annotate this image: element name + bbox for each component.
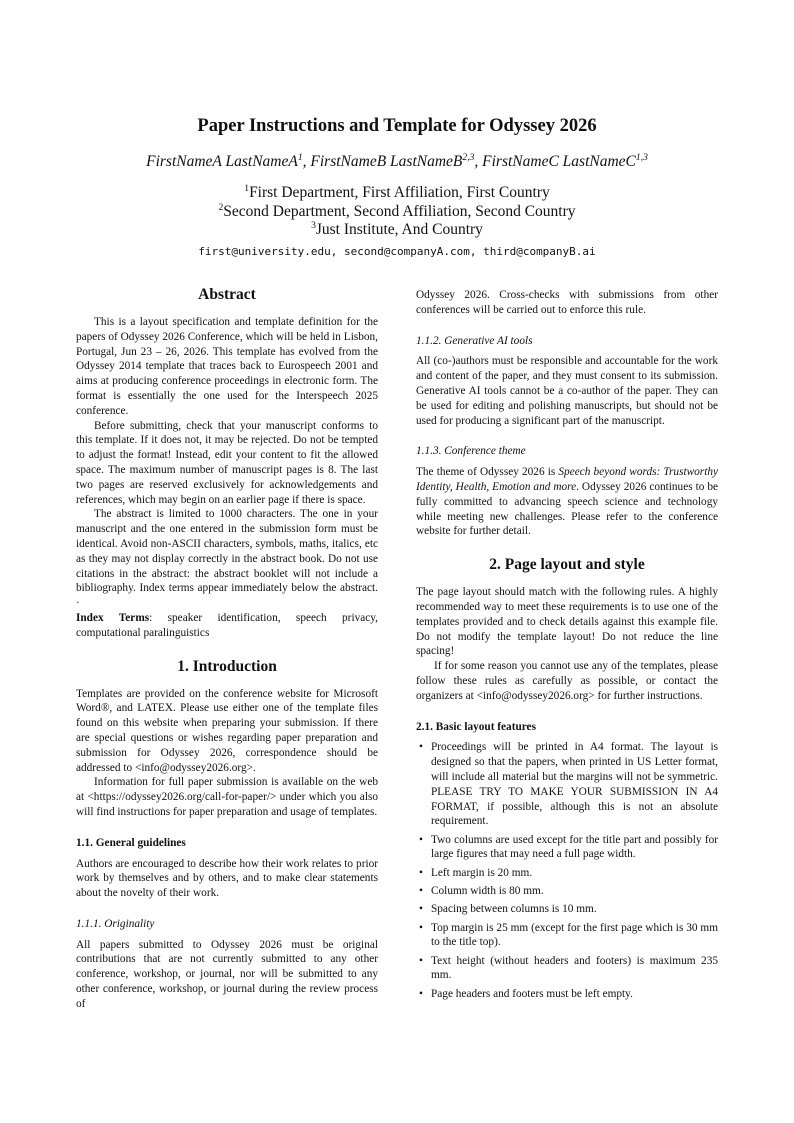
abstract-paragraph: This is a layout specification and template definition for the papers of Odyssey 2026 Conference, which will be held in Lisbon, Portugal, Jun 23 – 26, 2026. This template has evolved from the Odyssey 2014 template that traces back to Eurospeech 2001 and aims at producing conference proceedings in electronic form. The format is essentially the one used for the Interspeech 2025 conference.	[76, 316, 378, 417]
left-column	[76, 285, 378, 1012]
body-paragraph: If for some reason you cannot use any of the templates, please follow these rules as carefully as possible, or contact the organizers at <info@odyssey2026.org> for further instructions.	[416, 660, 718, 702]
body-paragraph: Odyssey 2026. Cross-checks with submissions from other conferences will be carried out to enforce this rule.	[416, 289, 718, 316]
author-sup: 1	[297, 151, 303, 163]
subsubsection-heading: 1.1.3. Conference theme	[416, 445, 526, 458]
index-terms	[76, 611, 378, 641]
body-paragraph: Authors are encouraged to describe how their work relates to prior work by themselves and by others, and to make clear statements about the novelty of their work.	[76, 857, 378, 900]
list-item: • Proceedings will be printed in A4 format. The layout is designed so that the papers, when printed in US Letter format, will include all material but the margins will not be symmetric. PLEASE TRY TO MAKE YOUR SUBMISSION IN A4 FORMAT, if possible, although this is not an absolute requirement.	[416, 740, 718, 829]
body-paragraph: Templates are provided on the conference website for Microsoft Word®, and LATEX. Please use either one of the template files found on this website when preparing your submission. If there are special questions or wishes regarding paper preparation and submission for Odyssey 2026, correspondence should be addressed to <info@odyssey2026.org>.	[76, 687, 378, 774]
author-sup: 2,3	[462, 151, 475, 163]
body-paragraph: Information for full paper submission is available on the web at <https://odyssey2026.org/call-for-paper/> under which you also will find instructions for paper preparation and usage of templates.	[76, 776, 378, 818]
body-paragraph: All (co-)authors must be responsible and accountable for the work and content of the paper, and they must consent to its submission. Generative AI tools cannot be a co-author of the paper. They can be used for editing and polishing manuscripts, but should not be used for producing a significant part of the manuscript.	[416, 355, 718, 427]
abstract-heading: Abstract	[198, 286, 256, 303]
section-heading-layout: 2. Page layout and style	[489, 556, 645, 574]
author-name: FirstNameC LastNameC	[482, 153, 636, 170]
author-emails: first@university.edu, second@companyA.com, third@companyB.ai	[198, 245, 596, 258]
subsubsection-heading: 1.1.2. Generative AI tools	[416, 334, 533, 347]
list-item: • Spacing between columns is 10 mm.	[416, 902, 718, 917]
conference-theme: Speech beyond words: Trustworthy Identity, Health, Emotion and more	[416, 466, 718, 493]
body-paragraph: The theme of Odyssey 2026 is Speech beyond words: Trustworthy Identity, Health, Emotion and more. Odyssey 2026 continues to be fully committed to advancing speech science and technology while meeting new challenges. Please refer to the conference website for further detail.	[416, 466, 718, 538]
affiliation: $^3$Just Institute, And Country	[311, 220, 483, 239]
author-list: FirstNameA LastNameA$^1$, FirstNameB LastNameB$^{2,3}$, FirstNameC LastNameC$^{1,3}$	[146, 151, 648, 170]
layout-features-list	[416, 740, 718, 1001]
list-item: • Column width is 80 mm.	[416, 884, 718, 899]
list-item: • Left margin is 20 mm.	[416, 866, 718, 881]
right-column	[416, 288, 718, 1005]
abstract-paragraph: Before submitting, check that your manuscript conforms to this template. If it does not, it may be rejected. Do not be tempted to adjust the format! Instead, edit your content to fit the allowed space. The maximum number of manuscript pages is 8. The last two pages are reserved exclusively for acknowledgements and references, which may begin on an earlier page if there is space.	[76, 419, 378, 506]
subsection-heading: 1.1. General guidelines	[76, 836, 186, 849]
affiliation-list	[0, 184, 794, 240]
author-name: FirstNameA LastNameA	[146, 153, 298, 170]
body-paragraph: All papers submitted to Odyssey 2026 must be original contributions that are not currently submitted to any other conference, workshop, or journal, nor will be submitted to any other conference, workshop, or journal during the review process of	[76, 938, 378, 1010]
list-item: • Top margin is 25 mm (except for the first page which is 30 mm to the title top).	[416, 921, 718, 951]
author-name: FirstNameB LastNameB	[310, 153, 463, 170]
subsubsection-heading: 1.1.1. Originality	[76, 917, 155, 930]
list-item: • Text height (without headers and footers) is maximum 235 mm.	[416, 954, 718, 984]
affiliation: $^2$Second Department, Second Affiliation, Second Country	[218, 201, 576, 220]
abstract-paragraph: The abstract is limited to 1000 characters. The one in your manuscript and the one entered in the submission form must be identical. Avoid non-ASCII characters, symbols, maths, italics, etc as they may not display correctly in the abstract book. Do not use citations in the abstract: the abstract booklet will not include a bibliography. Index terms appear immediately below the abstract. ·	[76, 508, 378, 610]
list-item: • Two columns are used except for the title part and possibly for large figures that may need a full page width.	[416, 833, 718, 863]
list-item: • Page headers and footers must be left empty.	[416, 987, 718, 1002]
paper-title: Paper Instructions and Template for Odyssey 2026	[197, 116, 597, 136]
section-heading-introduction: 1. Introduction	[177, 657, 277, 675]
subsection-heading: 2.1. Basic layout features	[416, 720, 536, 733]
index-terms-text: : speaker identification, speech privacy, computational paralinguistics	[76, 611, 378, 639]
index-terms-label: Index Terms	[76, 611, 150, 624]
body-paragraph: The page layout should match with the following rules. A highly recommended way to meet these requirements is to use one of the templates provided and to check details against this example file. Do not modify the template layout! Do not reduce the line spacing!	[416, 586, 718, 658]
author-sup: 1,3	[635, 151, 648, 163]
affiliation: $^1$First Department, First Affiliation, First Country	[244, 182, 550, 201]
